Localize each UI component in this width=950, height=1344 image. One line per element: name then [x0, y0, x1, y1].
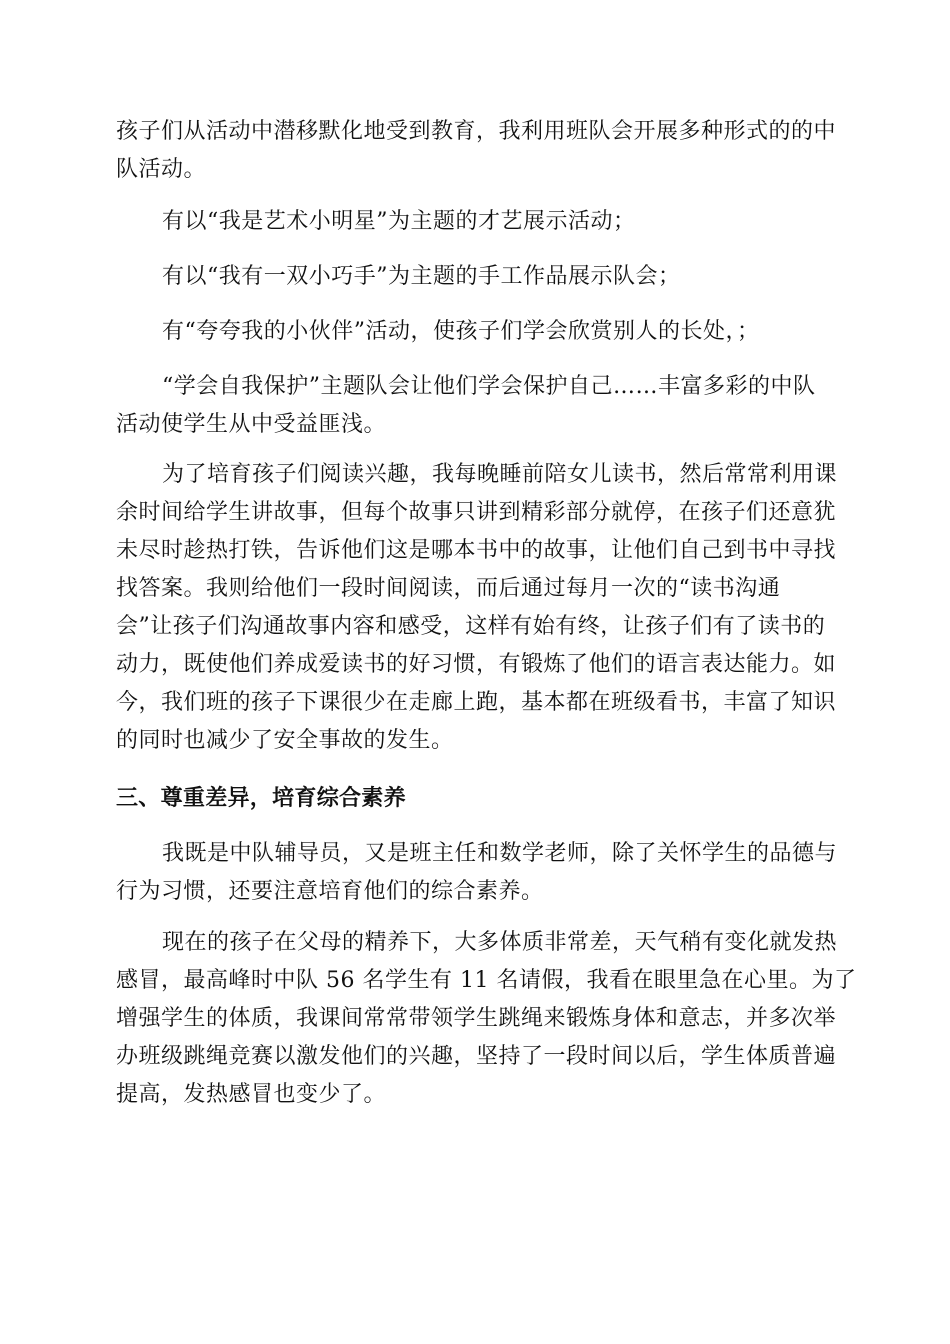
text-line: 活动使学生从中受益匪浅。 [116, 412, 387, 437]
text-line: 未尽时趁热打铁，告诉他们这是哪本书中的故事，让他们自己到书中寻找 [116, 538, 837, 563]
text-line: 提高，发热感冒也变少了。 [116, 1082, 387, 1107]
paragraph-6 [116, 456, 836, 760]
paragraph-1 [116, 113, 836, 189]
text-line: 的同时也减少了安全事故的发生。 [116, 728, 454, 753]
text-line: 感冒，最高峰时中队 56 名学生有 11 名请假，我看在眼里急在心里。为了 [116, 968, 857, 993]
section-heading [116, 779, 836, 817]
text-line: “学会自我保护”主题队会让他们学会保护自己……丰富多彩的中队 [162, 374, 816, 399]
paragraph-8 [116, 924, 857, 1114]
text-line: 动力，既使他们养成爱读书的好习惯，有锻炼了他们的语言表达能力。如 [116, 652, 837, 677]
text-line: 办班级跳绳竞赛以激发他们的兴趣，坚持了一段时间以后，学生体质普遍 [116, 1044, 837, 1069]
text-line: 增强学生的体质，我课间常常带领学生跳绳来锻炼身体和意志，并多次举 [116, 1006, 837, 1031]
text-line: 有“夸夸我的小伙伴”活动，使孩子们学会欣赏别人的长处，； [162, 319, 760, 344]
paragraph-7 [116, 835, 836, 911]
text-line: 有以“我是艺术小明星”为主题的才艺展示活动； [162, 209, 636, 234]
text-line: 队活动。 [116, 157, 207, 182]
text-line: 为了培育孩子们阅读兴趣，我每晚睡前陪女儿读书，然后常常利用课 [162, 462, 838, 487]
text-line: 有以“我有一双小巧手”为主题的手工作品展示队会； [162, 264, 681, 289]
text-line: 会”让孩子们沟通故事内容和感受，这样有始有终，让孩子们有了读书的 [116, 614, 826, 639]
text-line: 孩子们从活动中潜移默化地受到教育，我利用班队会开展多种形式的的中 [116, 119, 837, 144]
text-line: 现在的孩子在父母的精养下，大多体质非常差，天气稍有变化就发热 [162, 930, 838, 955]
text-line: 我既是中队辅导员，又是班主任和数学老师，除了关怀学生的品德与 [162, 841, 838, 866]
text-line: 今，我们班的孩子下课很少在走廊上跑，基本都在班级看书，丰富了知识 [116, 690, 837, 715]
paragraph-2 [116, 203, 836, 241]
heading-text: 三、尊重差异，培育综合素养 [116, 785, 406, 811]
text-line: 行为习惯，还要注意培育他们的综合素养。 [116, 879, 544, 904]
text-line: 找答案。我则给他们一段时间阅读，而后通过每月一次的“读书沟通 [116, 576, 781, 601]
paragraph-4 [116, 313, 836, 351]
paragraph-5 [116, 368, 836, 444]
text-line: 余时间给学生讲故事，但每个故事只讲到精彩部分就停，在孩子们还意犹 [116, 500, 837, 525]
paragraph-3 [116, 258, 836, 296]
